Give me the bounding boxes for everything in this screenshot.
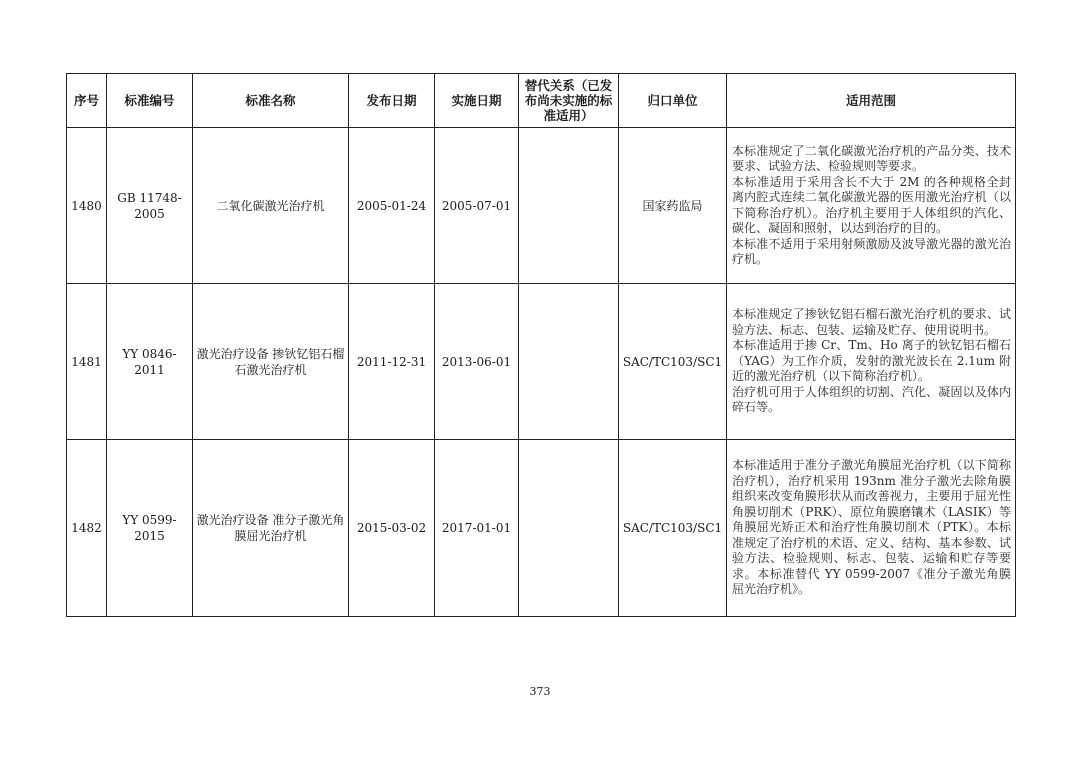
cell-no: 1481 [67, 284, 107, 440]
cell-publish-date: 2005-01-24 [349, 128, 435, 284]
header-name: 标准名称 [193, 74, 349, 128]
header-no: 序号 [67, 74, 107, 128]
scope-paragraph: 本标准适用于掺 Cr、Tm、Ho 离子的钬钇铝石榴石（YAG）为工作介质，发射的激光波长在 2.1um 附近的激光治疗机（以下简称治疗机）。 [732, 338, 1011, 384]
header-replacement: 替代关系（已发布尚未实施的标准适用） [519, 74, 619, 128]
table-row [67, 128, 1016, 284]
cell-code: GB 11748-2005 [107, 128, 193, 284]
header-publish-date: 发布日期 [349, 74, 435, 128]
table-row [67, 284, 1016, 440]
header-unit: 归口单位 [619, 74, 727, 128]
cell-replacement [519, 128, 619, 284]
scope-paragraph: 本标准适用于准分子激光角膜屈光治疗机（以下简称治疗机），治疗机采用 193nm 准分子激光去除角膜组织来改变角膜形状从而改善视力，主要用于屈光性角膜切削术（PRK）、原位角膜磨镶术（LASIK）等角膜屈光矫正术和治疗性角膜切削术（PTK）。本标准规定了治疗机的术语、定义、结构、基本参数、试验方法、检验规则、标志、包装、运输和贮存等要求。本标准替代 YY 0599-2007《准分子激光角膜屈光治疗机》。 [732, 458, 1011, 597]
cell-name: 二氧化碳激光治疗机 [193, 128, 349, 284]
standards-table [66, 73, 1016, 617]
cell-replacement [519, 284, 619, 440]
header-code: 标准编号 [107, 74, 193, 128]
cell-scope [727, 284, 1016, 440]
cell-implement-date: 2013-06-01 [435, 284, 519, 440]
cell-implement-date: 2017-01-01 [435, 440, 519, 617]
scope-paragraph: 本标准规定了掺钬钇铝石榴石激光治疗机的要求、试验方法、标志、包装、运输及贮存、使用说明书。 [732, 307, 1011, 337]
cell-no: 1482 [67, 440, 107, 617]
page-number: 373 [529, 685, 551, 698]
cell-name: 激光治疗设备 掺钬钇铝石榴石激光治疗机 [193, 284, 349, 440]
cell-publish-date: 2015-03-02 [349, 440, 435, 617]
header-scope: 适用范围 [727, 74, 1016, 128]
cell-unit: SAC/TC103/SC1 [619, 440, 727, 617]
cell-no: 1480 [67, 128, 107, 284]
header-row [67, 74, 1016, 128]
cell-publish-date: 2011-12-31 [349, 284, 435, 440]
cell-scope [727, 440, 1016, 617]
cell-replacement [519, 440, 619, 617]
scope-paragraph: 本标准不适用于采用射频激励及波导激光器的激光治疗机。 [732, 236, 1011, 266]
cell-unit: SAC/TC103/SC1 [619, 284, 727, 440]
cell-code: YY 0599-2015 [107, 440, 193, 617]
cell-unit: 国家药监局 [619, 128, 727, 284]
header-implement-date: 实施日期 [435, 74, 519, 128]
scope-paragraph: 本标准适用于采用含长不大于 2M 的各种规格全封离内腔式连续二氧化碳激光器的医用激光治疗机（以下简称治疗机）。治疗机主要用于人体组织的汽化、碳化、凝固和照射，以达到治疗的目的。 [732, 174, 1011, 235]
scope-paragraph: 治疗机可用于人体组织的切割、汽化、凝固以及体内碎石等。 [732, 384, 1011, 415]
scope-paragraph: 本标准规定了二氧化碳激光治疗机的产品分类、技术要求、试验方法、检验规则等要求。 [732, 143, 1011, 173]
table-row [67, 440, 1016, 617]
cell-implement-date: 2005-07-01 [435, 128, 519, 284]
cell-name: 激光治疗设备 准分子激光角膜屈光治疗机 [193, 440, 349, 617]
cell-scope [727, 128, 1016, 284]
cell-code: YY 0846-2011 [107, 284, 193, 440]
